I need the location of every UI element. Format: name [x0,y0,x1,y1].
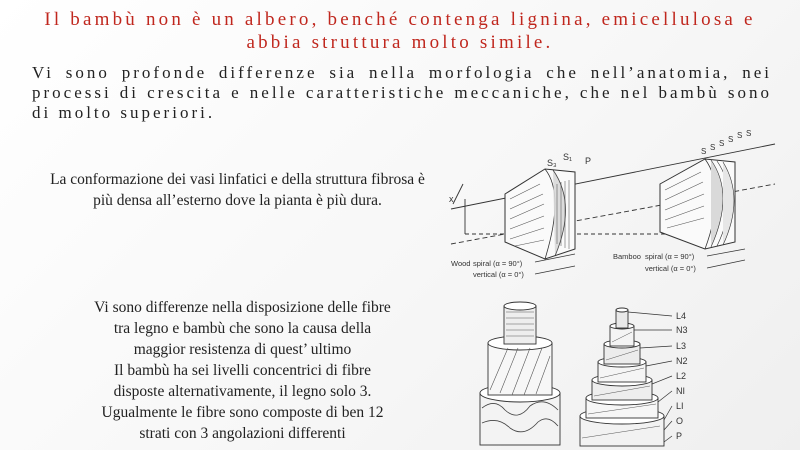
bamboo-layer-label: S [746,129,752,138]
wood-vertical-label: vertical (α = 0°) [473,270,524,279]
paragraph-line: strati con 3 angolazioni differenti [139,425,346,442]
layer-label-l2: L2 [676,371,687,381]
paragraph-fiber-arrangement [40,297,445,444]
bamboo-label: Bamboo [613,252,641,261]
paragraph-fiber-density: La conformazione dei vasi linfatici e della struttura fibrosa è più densa all’esterno dove la pianta è più dura. [50,171,425,209]
layer-label-l1: LI [676,401,684,411]
layer-label-p: P [676,431,683,441]
paragraph-line: disposte alternativamente, il legno solo 3. [113,383,372,400]
paragraph-line: tra legno e bambù che sono la causa della [113,320,372,337]
bamboo-cell-wall [660,129,751,249]
paragraph-line: Vi sono differenze nella disposizione delle fibre [94,299,391,316]
layer-s3-label: S₃ [547,158,557,168]
bamboo-spiral-label: spiral (α = 90°) [645,252,695,261]
layer-label-o: O [676,416,684,426]
paragraph-line: Il bambù ha sei livelli concentrici di fibre [114,362,371,379]
layer-label-l4: L4 [676,311,687,321]
bamboo-layer-label: S [710,143,716,152]
bamboo-vertical-label: vertical (α = 0°) [645,264,696,273]
bamboo-fiber-cylinder [580,308,664,446]
bamboo-layer-label: S [719,139,725,148]
layer-label-n2: N2 [676,356,688,366]
bamboo-layer-label: S [728,135,734,144]
wood-spiral-label: spiral (α = 90°) [473,259,523,268]
paragraph-line: Ugualmente le fibre sono composte di ben 12 [101,404,384,421]
slide-title: Il bambù non è un albero, benché contenga lignina, emicellulosa e abbia struttura molto simile. [44,9,756,53]
wood-label: Wood [451,259,471,268]
layer-label-l3: L3 [676,341,687,351]
layer-s1-label: S₁ [563,152,573,162]
layer-p-label: P [585,156,592,166]
fiber-layers-diagram [460,298,705,450]
paragraph-line: maggior resistenza di quest’ ultimo [133,341,352,358]
wood-fiber-cylinder [480,302,560,445]
axis-x-label: x [449,194,454,204]
cell-wall-diagram [445,124,785,294]
bamboo-layer-label: S [701,147,707,156]
layer-label-n1: NI [676,386,685,396]
bamboo-layer-label: S [737,131,743,140]
wood-cell-wall [505,152,591,259]
layer-label-n3: N3 [676,325,688,335]
slide-subtitle: Vi sono profonde differenze sia nella morfologia che nell’anatomia, nei processi di crescita e nelle caratteristiche meccaniche, che nel bambù sono di molto superiori. [32,63,772,122]
